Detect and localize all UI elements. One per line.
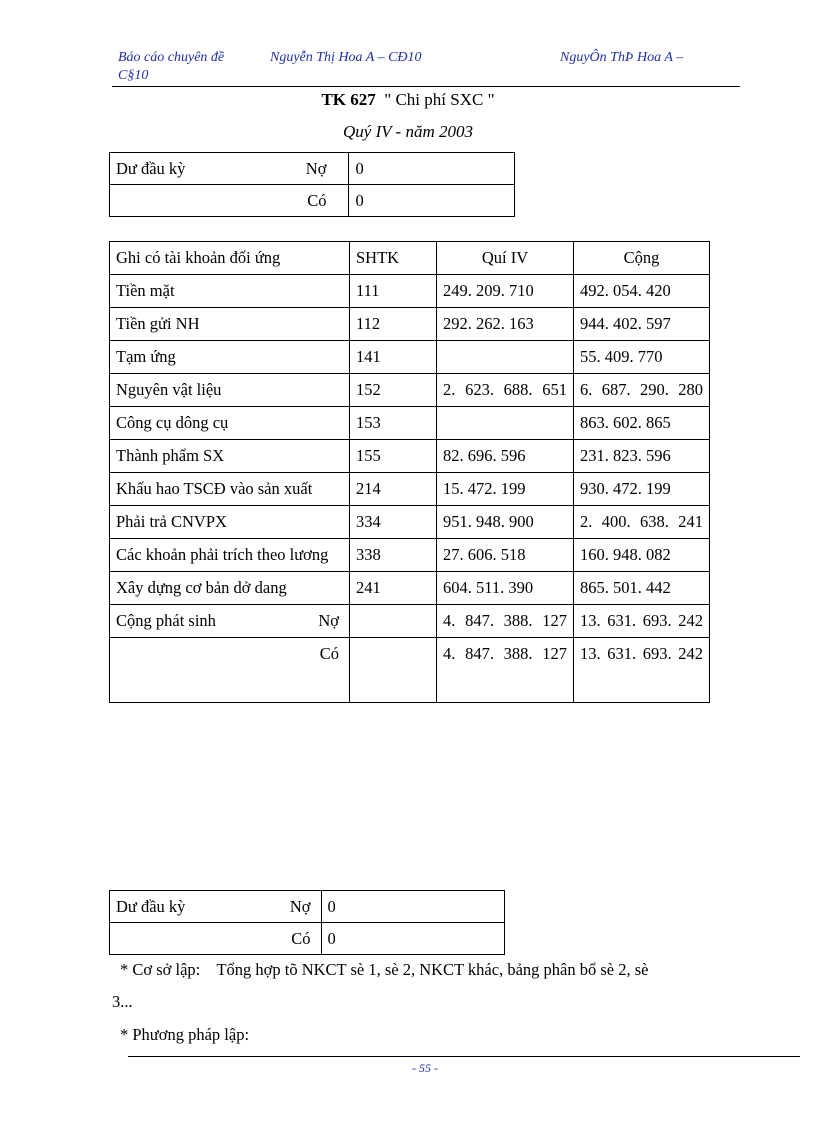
row-q4: 249. 209. 710 (437, 275, 574, 308)
row-code: 152 (350, 374, 437, 407)
opening-debit-value: 0 (349, 153, 515, 185)
row-q4: 27. 606. 518 (437, 539, 574, 572)
account-code: TK 627 (321, 90, 376, 109)
row-q4 (437, 341, 574, 374)
table-row (110, 473, 710, 506)
basis-note-line1: * Cơ sở lập: Tổng hợp tõ NKCT sè 1, sè 2, NKCT khác, bảng phân bổ sè 2, sè (120, 960, 649, 979)
row-account: Phải trả CNVPX (110, 506, 350, 539)
total-credit-total: 13. 631. 693. 242 (574, 638, 710, 703)
row-q4: 82. 696. 596 (437, 440, 574, 473)
row-total: 863. 602. 865 (574, 407, 710, 440)
table-header-row (110, 242, 710, 275)
row-account: Công cụ dông cụ (110, 407, 350, 440)
opening-credit-value: 0 (349, 185, 515, 217)
row-total: 930. 472. 199 (574, 473, 710, 506)
row-total: 6. 687. 290. 280 (574, 374, 710, 407)
page-number: - 55 - (412, 1061, 438, 1075)
header-rule (112, 86, 740, 87)
closing-debit-value: 0 (321, 891, 504, 923)
account-name: " Chi phí SXC " (384, 90, 495, 109)
row-total: 944. 402. 597 (574, 308, 710, 341)
row-account: Khấu hao TSCĐ vào sản xuất (110, 473, 350, 506)
header-right: NguyÔn ThÞ Hoa A – (560, 50, 684, 65)
row-total: 492. 054. 420 (574, 275, 710, 308)
row-total: 231. 823. 596 (574, 440, 710, 473)
total-debit-q4: 4. 847. 388. 127 (437, 605, 574, 638)
table-row (110, 440, 710, 473)
row-account: Tiền gửi NH (110, 308, 350, 341)
row-account: Các khoản phải trích theo lương (110, 539, 350, 572)
row-total: 55. 409. 770 (574, 341, 710, 374)
header-left: Báo cáo chuyên đề (118, 50, 225, 65)
row-code: 155 (350, 440, 437, 473)
opening-debit-label: Nợ (305, 159, 327, 178)
table-row (110, 572, 710, 605)
table-row (110, 308, 710, 341)
col-header-q4: Quí IV (437, 242, 574, 275)
total-credit-row (110, 638, 710, 703)
row-code: 153 (350, 407, 437, 440)
closing-balance-label: Dư đầu kỳ (116, 897, 186, 916)
footer-rule (128, 1056, 800, 1057)
opening-credit-label: Có (307, 191, 327, 210)
basis-note-line2: 3... (112, 992, 133, 1011)
row-total: 865. 501. 442 (574, 572, 710, 605)
row-account: Xây dựng cơ bản dở dang (110, 572, 350, 605)
total-credit-label: Có (319, 644, 339, 663)
row-total: 2. 400. 638. 241 (574, 506, 710, 539)
row-code: 334 (350, 506, 437, 539)
row-code: 214 (350, 473, 437, 506)
row-q4: 604. 511. 390 (437, 572, 574, 605)
row-code: 141 (350, 341, 437, 374)
row-total: 160. 948. 082 (574, 539, 710, 572)
total-debit-total: 13. 631. 693. 242 (574, 605, 710, 638)
row-q4: 2. 623. 688. 651 (437, 374, 574, 407)
row-account: Tạm ứng (110, 341, 350, 374)
main-table (109, 241, 710, 703)
row-account: Nguyên vật liệu (110, 374, 350, 407)
total-credit-q4: 4. 847. 388. 127 (437, 638, 574, 703)
col-header-code: SHTK (350, 242, 437, 275)
table-row (110, 506, 710, 539)
row-code: 338 (350, 539, 437, 572)
header-left-wrap: C§10 (118, 68, 149, 83)
table-row (110, 539, 710, 572)
table-row (110, 374, 710, 407)
table-row (110, 275, 710, 308)
closing-debit-label: Nợ (289, 897, 311, 916)
closing-balance-table (109, 890, 505, 955)
row-q4: 292. 262. 163 (437, 308, 574, 341)
col-header-total: Cộng (574, 242, 710, 275)
col-header-account: Ghi có tài khoản đối ứng (110, 242, 350, 275)
header-center: Nguyễn Thị Hoa A – CĐ10 (270, 50, 422, 65)
total-label: Cộng phát sinh (116, 611, 216, 630)
row-q4: 951. 948. 900 (437, 506, 574, 539)
row-code: 111 (350, 275, 437, 308)
row-account: Tiền mặt (110, 275, 350, 308)
table-row (110, 407, 710, 440)
row-account: Thành phẩm SX (110, 440, 350, 473)
period-subtitle: Quý IV - năm 2003 (343, 122, 473, 141)
row-q4: 15. 472. 199 (437, 473, 574, 506)
row-code: 241 (350, 572, 437, 605)
total-debit-row (110, 605, 710, 638)
page-title (0, 90, 816, 110)
opening-balance-table (109, 152, 515, 217)
method-note: * Phương pháp lập: (120, 1025, 250, 1044)
table-row (110, 341, 710, 374)
closing-credit-value: 0 (321, 923, 504, 955)
closing-credit-label: Có (291, 929, 311, 948)
opening-balance-label: Dư đầu kỳ (116, 159, 186, 178)
total-debit-label: Nợ (318, 611, 339, 630)
row-code: 112 (350, 308, 437, 341)
row-q4 (437, 407, 574, 440)
